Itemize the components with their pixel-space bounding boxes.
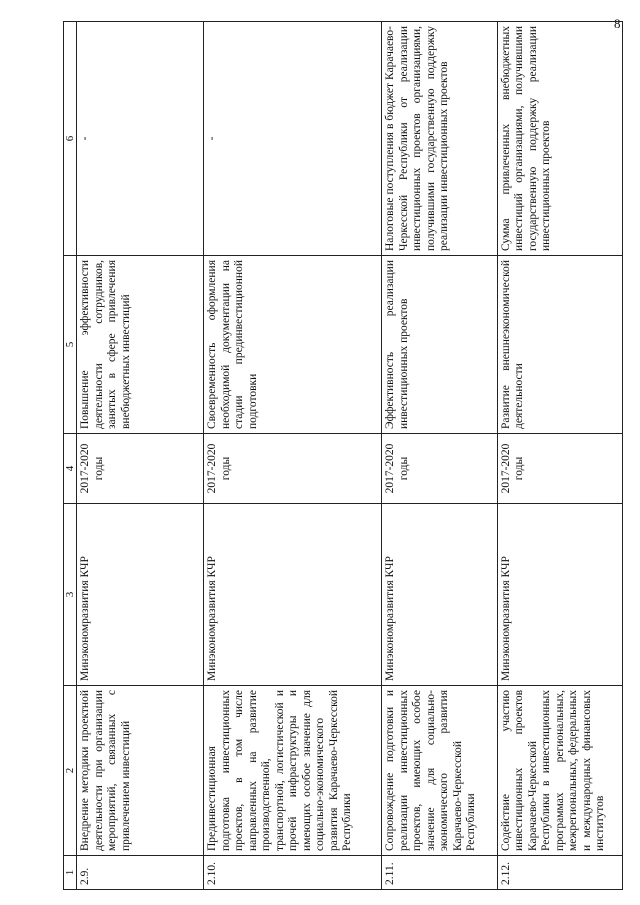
table-row	[77, 22, 204, 890]
activity-cell: Прединвестиционная подготовка инвестиционных проектов, в том числе направленных на развитие производственной, транспортной, логистической и прочей инфраструктуры и имеющих особое значение для социально-экономического развития Карачаево-Черкесской Республики	[204, 686, 382, 856]
period-cell: 2017-2020 годы	[77, 434, 204, 504]
executor-cell: Минэкономразвития КЧР	[204, 504, 382, 686]
period-cell: 2017-2020 годы	[204, 434, 382, 504]
activity-cell: Сопровождение подготовки и реализации инвестиционных проектов, имеющих особое значение для социально-экономического развития Карачаево-Черкесской Республики	[382, 686, 497, 856]
indicator-cell: Налоговые поступления в бюджет Карачаево-Черкесской Республики от реализации инвестиционных проектов организациями, получившими государственную поддержку реализации инвестиционных проектов	[382, 22, 497, 256]
row-number: 2.11.	[382, 856, 497, 890]
row-number: 2.12.	[497, 856, 622, 890]
table-header-row	[64, 22, 77, 890]
page-number: 8	[614, 16, 621, 31]
result-cell: Своевременность оформления необходимой документации на стадии прединвестиционной подготовки	[204, 256, 382, 434]
period-cell: 2017-2020 годы	[382, 434, 497, 504]
rotated-table-wrapper	[63, 22, 623, 890]
period-cell: 2017-2020 годы	[497, 434, 622, 504]
activity-cell: Содействие участию инвестиционных проектов Карачаево-Черкесской Республики в инвестиционных программах региональных, межрегиональных, федеральных и международных финансовых институтов	[497, 686, 622, 856]
header-cell: 1	[64, 856, 77, 890]
header-cell: 5	[64, 256, 77, 434]
executor-cell: Минэкономразвития КЧР	[497, 504, 622, 686]
header-cell: 3	[64, 504, 77, 686]
indicator-cell: -	[77, 22, 204, 256]
header-cell: 6	[64, 22, 77, 256]
measures-table	[63, 21, 623, 890]
row-number: 2.9.	[77, 856, 204, 890]
header-cell: 4	[64, 434, 77, 504]
executor-cell: Минэкономразвития КЧР	[382, 504, 497, 686]
table-row	[204, 22, 382, 890]
row-number: 2.10.	[204, 856, 382, 890]
table-row	[497, 22, 622, 890]
indicator-cell: -	[204, 22, 382, 256]
table-row	[382, 22, 497, 890]
result-cell: Эффективность реализации инвестиционных проектов	[382, 256, 497, 434]
result-cell: Развитие внешнеэкономической деятельности	[497, 256, 622, 434]
header-cell: 2	[64, 686, 77, 856]
executor-cell: Минэкономразвития КЧР	[77, 504, 204, 686]
activity-cell: Внедрение методики проектной деятельности при организации мероприятий, связанных с привлечением инвестиций	[77, 686, 204, 856]
result-cell: Повышение эффективности деятельности сотрудников, занятых в сфере привлечения внебюджетных инвестиций	[77, 256, 204, 434]
indicator-cell: Сумма привлеченных внебюджетных инвестиций организациями, получившими государственную поддержку реализации инвестиционных проектов	[497, 22, 622, 256]
